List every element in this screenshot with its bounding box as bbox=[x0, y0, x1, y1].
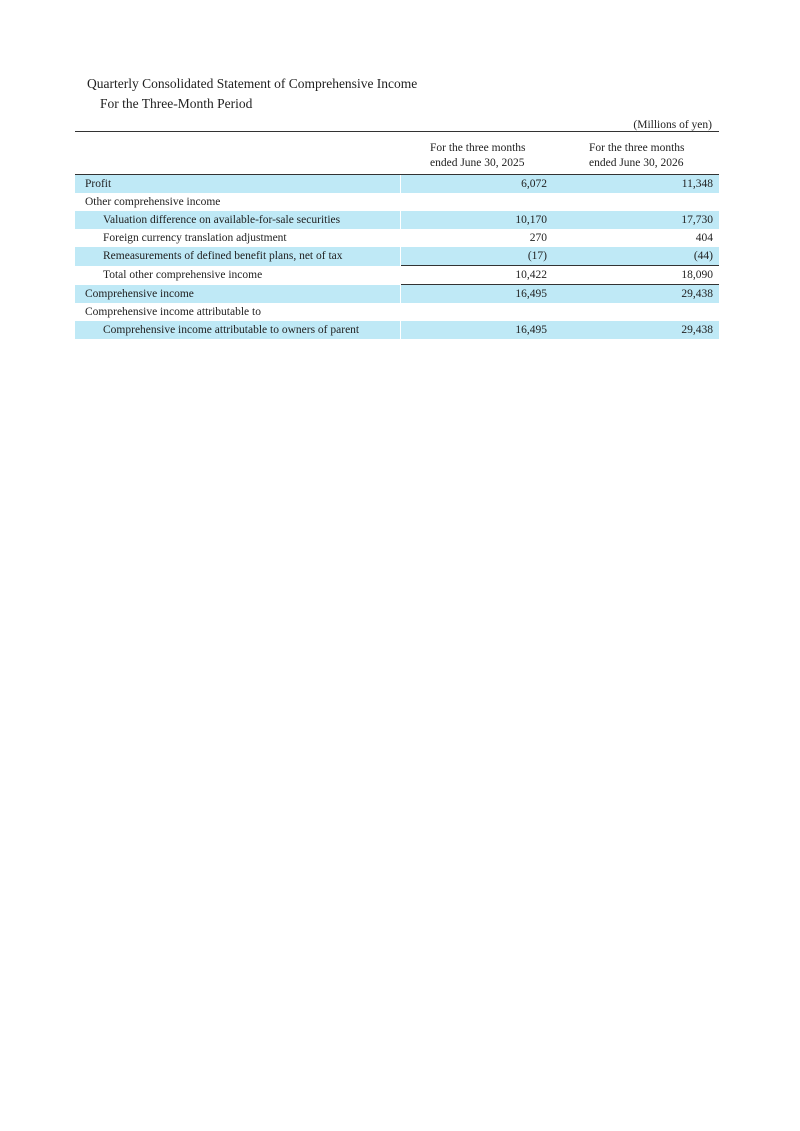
table-row bbox=[75, 285, 719, 304]
table-row bbox=[75, 266, 719, 285]
column-header-2026 bbox=[589, 141, 749, 170]
value-2026: 29,438 bbox=[559, 321, 719, 339]
row-label: Comprehensive income bbox=[75, 285, 400, 304]
row-label: Remeasurements of defined benefit plans, net of tax bbox=[75, 247, 400, 266]
value-2025: 10,170 bbox=[400, 211, 559, 229]
value-2025: 16,495 bbox=[400, 285, 559, 304]
table-row bbox=[75, 247, 719, 266]
row-label: Other comprehensive income bbox=[85, 196, 221, 208]
row-label: Profit bbox=[75, 175, 400, 193]
column-header-line: For the three months bbox=[430, 142, 526, 154]
column-header-line: For the three months bbox=[589, 142, 685, 154]
value-2026: 29,438 bbox=[559, 285, 719, 304]
statement-table bbox=[75, 175, 719, 339]
statement-title: Quarterly Consolidated Statement of Comprehensive Income bbox=[87, 76, 418, 91]
value-2026: (44) bbox=[559, 247, 719, 266]
value-2025: (17) bbox=[400, 247, 559, 266]
row-label: Valuation difference on available-for-sale securities bbox=[75, 211, 400, 229]
table-row bbox=[75, 175, 719, 193]
value-2025 bbox=[400, 193, 559, 211]
table-row bbox=[75, 211, 719, 229]
statement-subtitle: For the Three-Month Period bbox=[100, 96, 253, 111]
top-rule bbox=[75, 131, 719, 132]
value-2026: 404 bbox=[695, 232, 713, 244]
value-2026: 17,730 bbox=[559, 211, 719, 229]
column-header-line: ended June 30, 2026 bbox=[589, 156, 684, 169]
value-2025: 10,422 bbox=[515, 269, 547, 281]
row-label: Foreign currency translation adjustment bbox=[103, 232, 287, 244]
unit-label: (Millions of yen) bbox=[633, 119, 712, 131]
table-row bbox=[75, 229, 719, 247]
row-label: Comprehensive income attributable to bbox=[85, 306, 261, 318]
value-2026 bbox=[559, 193, 719, 211]
value-2025: 270 bbox=[529, 232, 547, 244]
value-2026: 18,090 bbox=[681, 269, 713, 281]
value-2026 bbox=[559, 303, 719, 321]
value-2025: 6,072 bbox=[400, 175, 559, 193]
row-label: Total other comprehensive income bbox=[103, 269, 263, 281]
table-row bbox=[75, 193, 719, 211]
column-header-line: ended June 30, 2025 bbox=[430, 156, 525, 169]
value-2025 bbox=[400, 303, 559, 321]
row-label: Comprehensive income attributable to owners of parent bbox=[75, 321, 400, 339]
column-header-2025 bbox=[430, 141, 590, 170]
table-row bbox=[75, 321, 719, 339]
value-2025: 16,495 bbox=[400, 321, 559, 339]
value-2026: 11,348 bbox=[559, 175, 719, 193]
table-row bbox=[75, 303, 719, 321]
